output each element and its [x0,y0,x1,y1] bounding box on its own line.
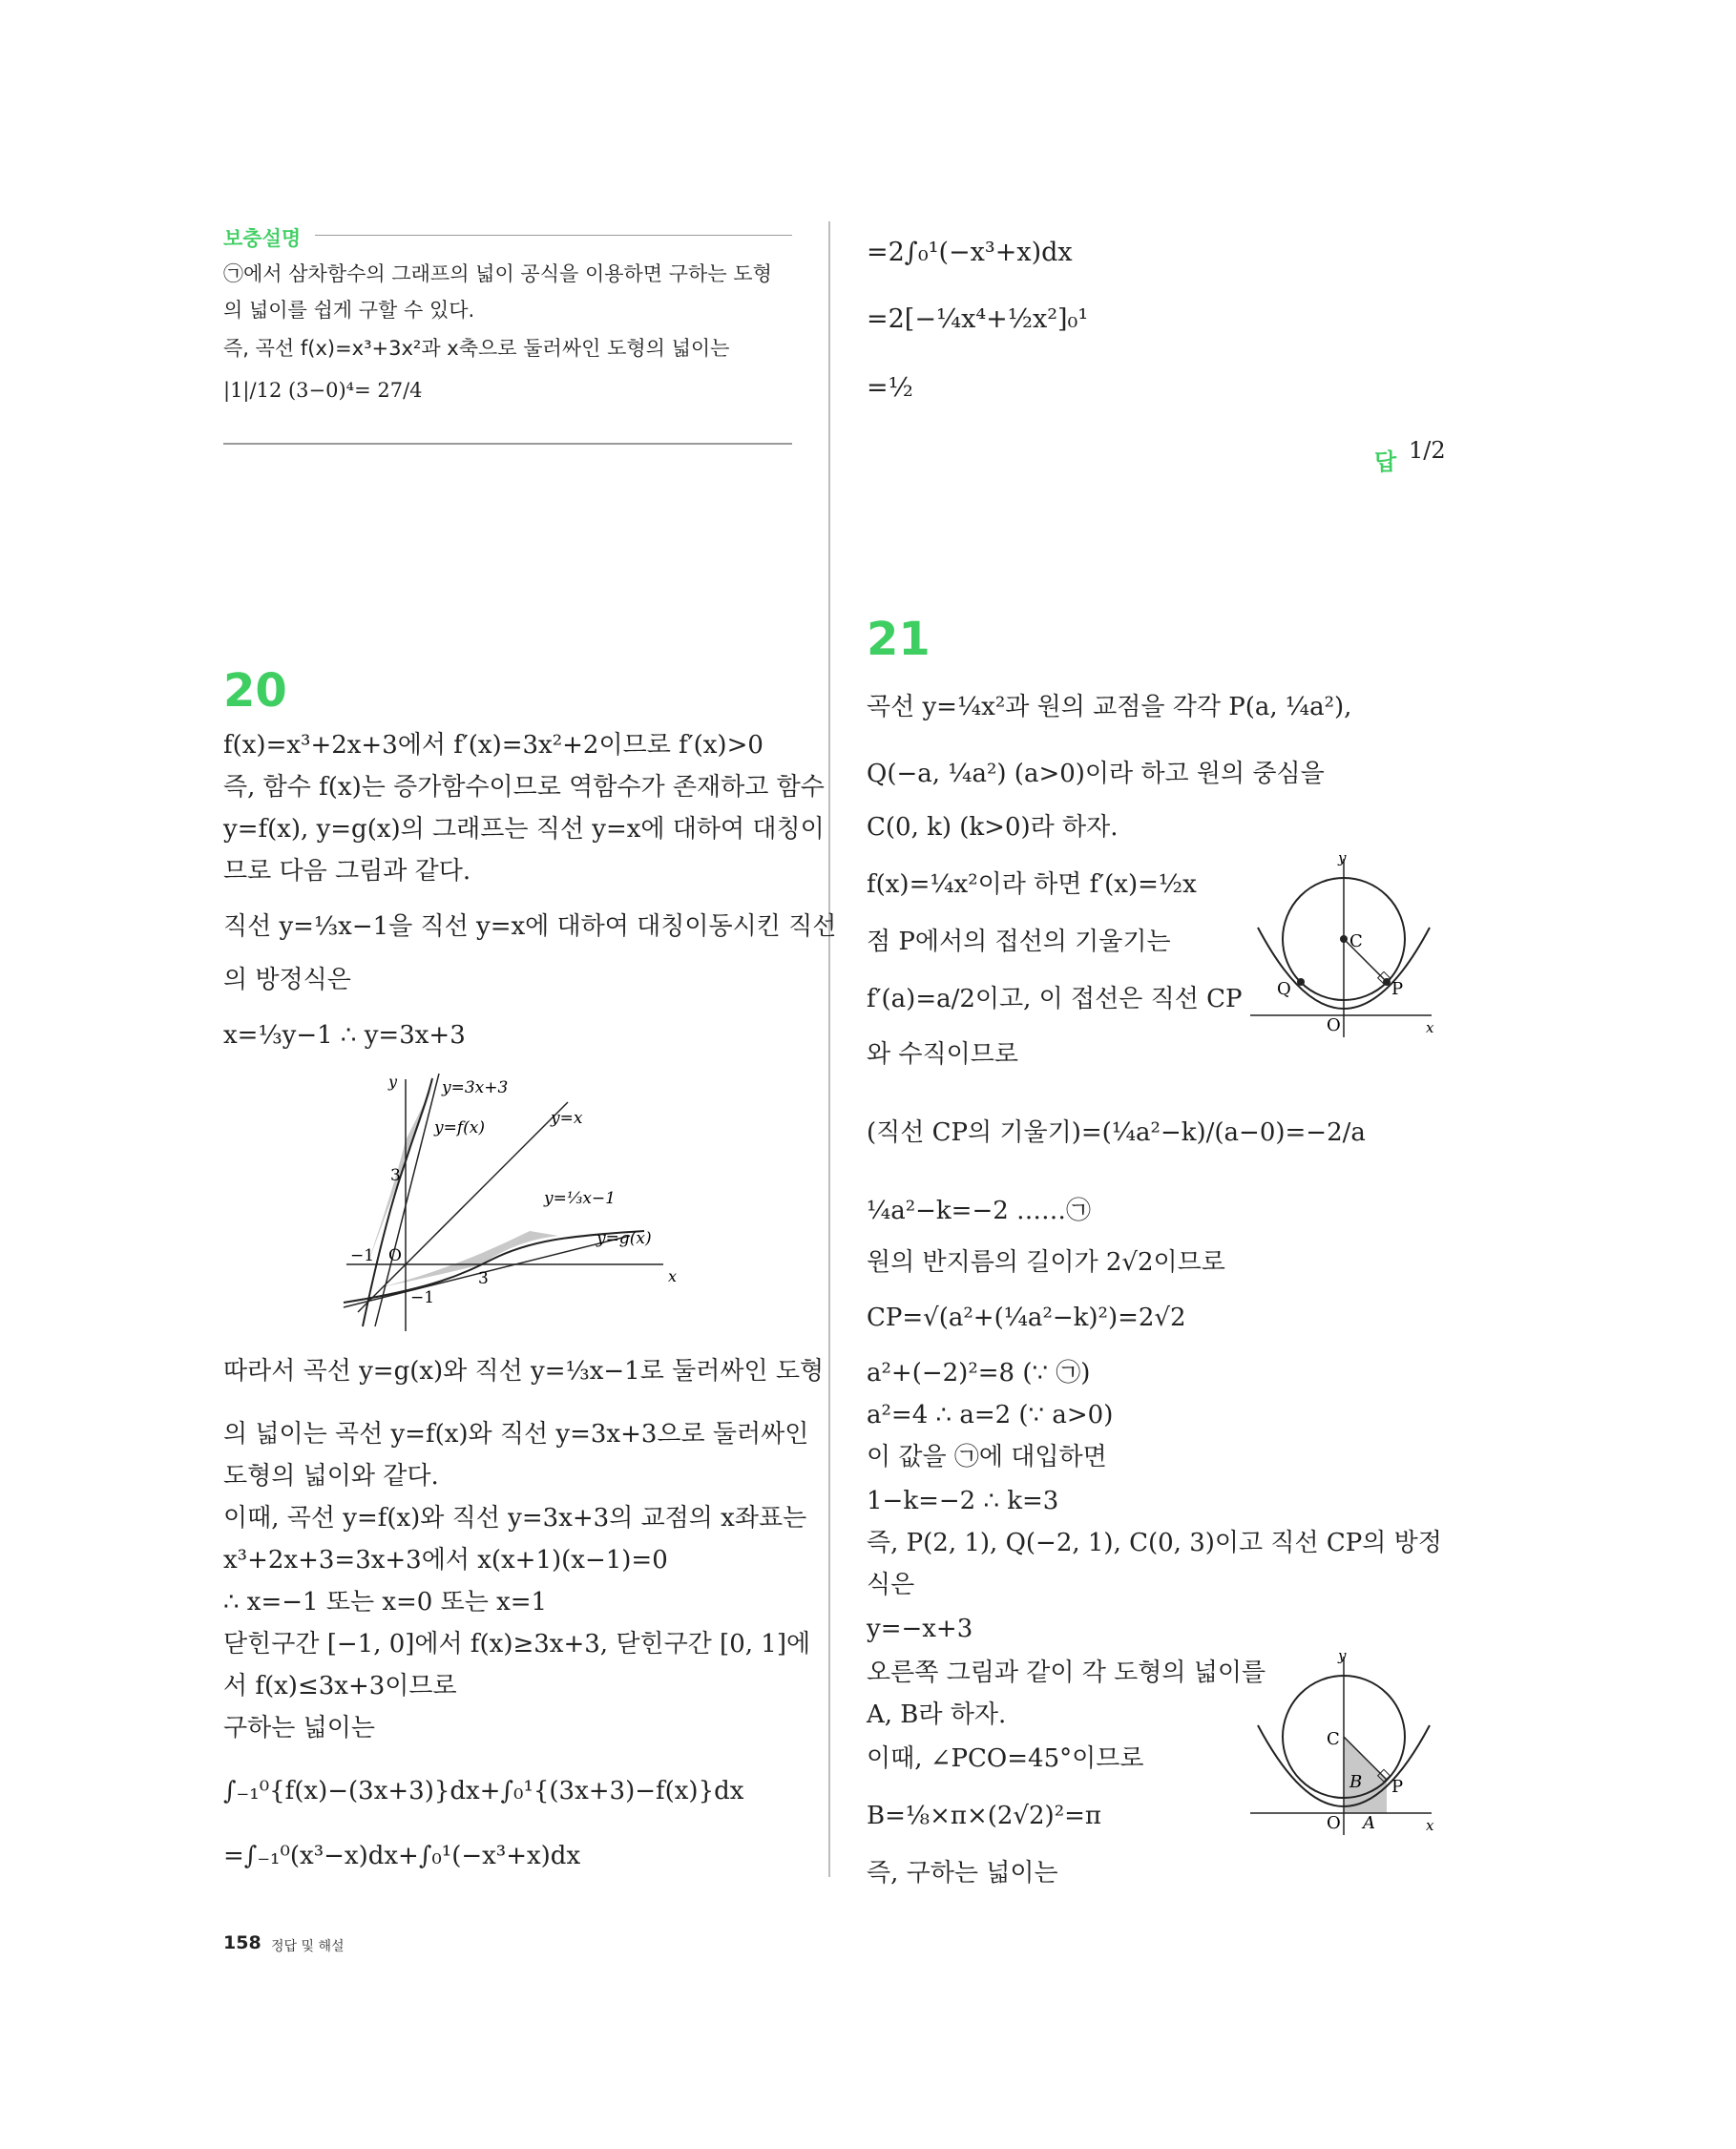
solution-line: a²=4 ∴ a=2 (∵ a>0) [867,1401,1114,1429]
page-label: 정답 및 해설 [271,1939,345,1954]
solution-line: 즉, 구하는 넓이는 [867,1859,1058,1888]
solution-line: 므로 다음 그림과 같다. [223,857,471,886]
x-axis-label: x [1426,1817,1434,1834]
x-axis-label: x [668,1267,678,1285]
solution-line: =∫₋₁⁰(x³−x)dx+∫₀¹(−x³+x)dx [223,1842,581,1870]
solution-line: 의 넓이는 곡선 y=f(x)와 직선 y=3x+3으로 둘러싸인 [223,1420,809,1449]
solution-line: f(x)=¼x²이라 하면 f′(x)=½x [867,870,1197,899]
problem-20-graph [339,1074,682,1331]
supplement-bottom-rule [223,443,792,445]
tick-label-3-y: 3 [390,1166,401,1185]
point-q [1297,978,1305,986]
solution-line: a²+(−2)²=8 (∵ ㉠) [867,1359,1091,1387]
solution-line: x=⅓y−1 ∴ y=3x+3 [223,1021,466,1050]
label-line-third: y=⅓x−1 [544,1189,616,1208]
label-p: P [1391,979,1404,999]
solution-line: 이때, 곡선 y=f(x)와 직선 y=3x+3의 교점의 x좌표는 [223,1504,807,1533]
y-axis-label: y [1338,851,1347,866]
solution-line: f(x)=x³+2x+3에서 f′(x)=3x²+2이므로 f′(x)>0 [223,731,763,760]
point-p [1383,978,1391,986]
label-line-3x-plus-3: y=3x+3 [442,1078,509,1097]
solution-line: 오른쪽 그림과 같이 각 도형의 넓이를 [867,1659,1266,1687]
solution-line: =2∫₀¹(−x³+x)dx [867,238,1073,267]
solution-line: x³+2x+3=3x+3에서 x(x+1)(x−1)=0 [223,1546,668,1575]
supplement-top-rule [315,235,792,236]
tick-label-neg1-x: −1 [350,1246,375,1265]
solution-line: (직선 CP의 기울기)=(¼a²−k)/(a−0)=−2/a [867,1118,1366,1147]
solution-line: C(0, k) (k>0)라 하자. [867,813,1119,842]
y-axis-label: y [388,1074,398,1091]
solution-line: y=−x+3 [867,1615,973,1643]
supplement-line [223,260,772,288]
solution-line: =½ [867,373,913,403]
solution-line: 구하는 넓이는 [223,1714,375,1742]
solution-line: 와 수직이므로 [867,1040,1018,1069]
x-axis-label: x [1426,1019,1434,1036]
label-curve-g: y=g(x) [596,1229,652,1248]
label-b: B [1349,1772,1363,1792]
label-curve-f: y=f(x) [434,1118,485,1137]
solution-line: 서 f(x)≤3x+3이므로 [223,1672,457,1700]
tick-label-3-x: 3 [478,1269,489,1288]
solution-line: A, B라 하자. [867,1700,1007,1729]
answer-label: 답 [1374,449,1397,475]
origin-label: O [388,1246,402,1265]
problem-21-graph-1 [1250,851,1441,1042]
label-o: O [1327,1015,1341,1035]
label-c: C [1349,931,1363,951]
solution-line: 점 P에서의 접선의 기울기는 [867,928,1171,956]
problem-number: 20 [223,664,287,718]
answer-value: 1/2 [1409,437,1446,464]
column-divider [828,221,830,1877]
solution-line: 즉, P(2, 1), Q(−2, 1), C(0, 3)이고 직선 CP의 방정 [867,1529,1442,1557]
solution-line: 의 방정식은 [223,966,351,994]
y-axis-label: y [1338,1649,1347,1664]
label-line-y-eq-x: y=x [551,1109,583,1128]
solution-line: ¼a²−k=−2 ……㉠ [867,1197,1092,1225]
circled-ref-icon: ㉠ [223,262,243,285]
tick-label-neg1-y: −1 [410,1288,435,1307]
solution-line: 원의 반지름의 길이가 2√2이므로 [867,1248,1225,1277]
solution-line: 닫힌구간 [−1, 0]에서 f(x)≥3x+3, 닫힌구간 [0, 1]에 [223,1630,811,1659]
solution-line: ∴ x=−1 또는 x=0 또는 x=1 [223,1588,548,1617]
solution-line: 도형의 넓이와 같다. [223,1462,439,1491]
point-c [1340,935,1348,943]
supplement-title: 보충설명 [223,227,302,250]
problem-number: 21 [867,613,931,666]
solution-line: CP=√(a²+(¼a²−k)²)=2√2 [867,1304,1186,1332]
supplement-line: 의 넓이를 쉽게 구할 수 있다. [223,299,475,322]
solution-line: B=⅛×π×(2√2)²=π [867,1802,1101,1830]
solution-line: =2[−¼x⁴+½x²]₀¹ [867,304,1089,334]
solution-line: f′(a)=a/2이고, 이 접선은 직선 CP [867,985,1243,1013]
page-number: 158 [223,1932,261,1953]
solution-line: 이 값을 ㉠에 대입하면 [867,1443,1107,1471]
solution-line: 곡선 y=¼x²과 원의 교점을 각각 P(a, ¼a²), [867,693,1352,721]
supplement-line: |1|/12 (3−0)⁴= 27/4 [223,379,423,402]
solution-line: 이때, ∠PCO=45°이므로 [867,1744,1144,1773]
supplement-line: 즉, 곡선 f(x)=x³+3x²과 x축으로 둘러싸인 도형의 넓이는 [223,337,730,360]
solution-line: 직선 y=⅓x−1을 직선 y=x에 대하여 대칭이동시킨 직선 [223,912,837,941]
solution-line: 1−k=−2 ∴ k=3 [867,1487,1059,1515]
solution-line: 따라서 곡선 y=g(x)와 직선 y=⅓x−1로 둘러싸인 도형 [223,1357,825,1386]
solution-line: 식은 [867,1571,915,1599]
label-c: C [1327,1729,1340,1749]
label-p: P [1391,1777,1404,1797]
label-q: Q [1277,979,1291,999]
solution-line: y=f(x), y=g(x)의 그래프는 직선 y=x에 대하여 대칭이 [223,815,825,844]
label-a: A [1363,1813,1375,1833]
solution-line: Q(−a, ¼a²) (a>0)이라 하고 원의 중심을 [867,760,1325,788]
supplement-line-1-text: 에서 삼차함수의 그래프의 넓이 공식을 이용하면 구하는 도형 [243,262,772,285]
label-o: O [1327,1813,1341,1833]
problem-21-graph-2 [1250,1649,1441,1840]
solution-line: ∫₋₁⁰{f(x)−(3x+3)}dx+∫₀¹{(3x+3)−f(x)}dx [223,1777,744,1805]
solution-line: 즉, 함수 f(x)는 증가함수이므로 역함수가 존재하고 함수 [223,773,825,802]
